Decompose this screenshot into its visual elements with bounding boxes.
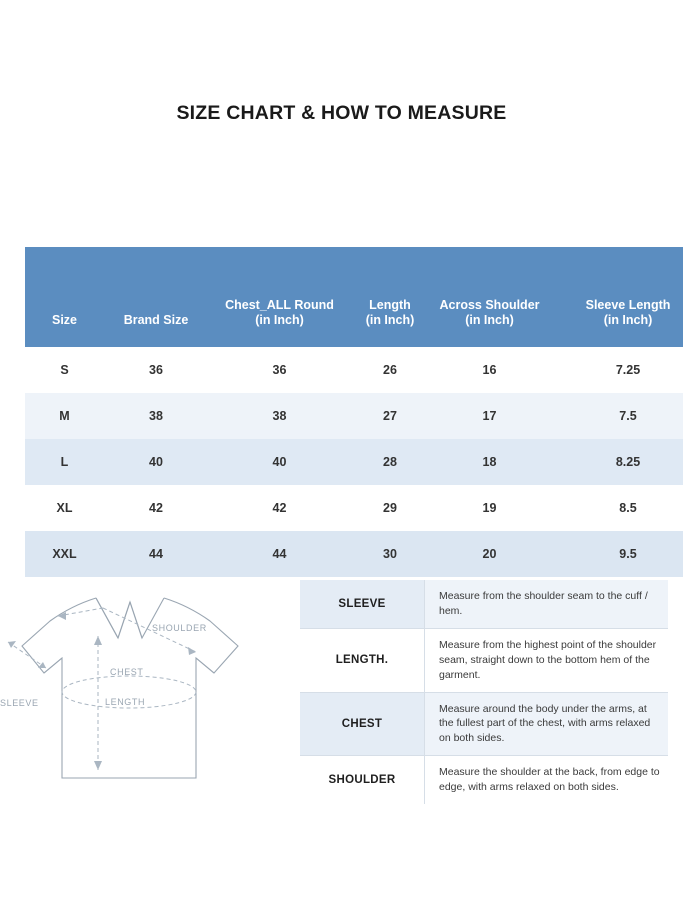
measure-term-sleeve: SLEEVE <box>300 580 425 628</box>
cell-brand-size: 40 <box>104 439 208 485</box>
col-header-sleeve-length-line2: (in Inch) <box>603 313 653 328</box>
col-header-sleeve-length <box>550 247 683 347</box>
cell-size: XXL <box>25 531 104 577</box>
col-header-chest <box>208 247 351 347</box>
table-row <box>25 485 683 531</box>
cell-size: XL <box>25 485 104 531</box>
cell-length: 26 <box>351 347 429 393</box>
cell-length: 28 <box>351 439 429 485</box>
measure-row-sleeve <box>300 580 668 628</box>
cell-brand-size: 36 <box>104 347 208 393</box>
col-header-length-line2: (in Inch) <box>365 313 415 328</box>
cell-across-shoulder: 17 <box>429 393 550 439</box>
how-to-measure-table <box>300 580 668 804</box>
col-header-brand-size-line1: Brand Size <box>123 313 189 328</box>
cell-brand-size: 44 <box>104 531 208 577</box>
cell-size: L <box>25 439 104 485</box>
measure-desc-chest: Measure around the body under the arms, at the fullest part of the chest, with arms relaxed on both sides. <box>425 692 669 756</box>
measure-desc-length: Measure from the highest point of the shoulder seam, straight down to the bottom hem of the garment. <box>425 628 669 692</box>
col-header-size <box>25 247 104 347</box>
cell-across-shoulder: 19 <box>429 485 550 531</box>
col-header-across-shoulder-line2: (in Inch) <box>465 313 514 328</box>
col-header-chest-line1: Chest_ALL Round <box>225 297 334 312</box>
cell-sleeve-length: 9.5 <box>550 531 683 577</box>
size-chart-body <box>25 347 683 577</box>
cell-chest: 40 <box>208 439 351 485</box>
col-header-across-shoulder-line1: Across Shoulder <box>439 297 540 312</box>
col-header-size-line1: Size <box>51 313 77 328</box>
illustration-label-shoulder: SHOULDER <box>152 623 207 633</box>
cell-size: M <box>25 393 104 439</box>
illustration-label-sleeve: SLEEVE <box>0 698 39 708</box>
measure-term-shoulder: SHOULDER <box>300 756 425 804</box>
col-header-sleeve-length-line1: Sleeve Length <box>585 297 671 312</box>
cell-sleeve-length: 7.5 <box>550 393 683 439</box>
size-chart-page <box>0 102 683 902</box>
cell-brand-size: 38 <box>104 393 208 439</box>
measure-row-length <box>300 628 668 692</box>
cell-chest: 38 <box>208 393 351 439</box>
col-header-across-shoulder <box>429 247 550 347</box>
col-header-brand-size <box>104 247 208 347</box>
measure-desc-sleeve: Measure from the shoulder seam to the cuff / hem. <box>425 580 669 628</box>
illustration-label-length: LENGTH <box>105 697 146 707</box>
size-chart-header <box>25 247 683 347</box>
measure-desc-shoulder: Measure the shoulder at the back, from edge to edge, with arms relaxed on both sides. <box>425 756 669 804</box>
measure-row-chest <box>300 692 668 756</box>
table-row <box>25 531 683 577</box>
col-header-chest-line2: (in Inch) <box>255 313 304 328</box>
cell-length: 29 <box>351 485 429 531</box>
cell-across-shoulder: 20 <box>429 531 550 577</box>
col-header-length-line1: Length <box>369 297 411 312</box>
cell-across-shoulder: 18 <box>429 439 550 485</box>
table-row <box>25 439 683 485</box>
cell-length: 30 <box>351 531 429 577</box>
col-header-length <box>351 247 429 347</box>
cell-chest: 36 <box>208 347 351 393</box>
cell-chest: 42 <box>208 485 351 531</box>
cell-sleeve-length: 8.5 <box>550 485 683 531</box>
page-title: SIZE CHART & HOW TO MEASURE <box>176 102 507 124</box>
measure-term-chest: CHEST <box>300 692 425 756</box>
cell-brand-size: 42 <box>104 485 208 531</box>
lower-section <box>0 572 683 812</box>
cell-length: 27 <box>351 393 429 439</box>
cell-sleeve-length: 8.25 <box>550 439 683 485</box>
table-row <box>25 393 683 439</box>
measure-term-length: LENGTH. <box>300 628 425 692</box>
cell-across-shoulder: 16 <box>429 347 550 393</box>
table-row <box>25 347 683 393</box>
shirt-measurement-illustration <box>0 572 296 812</box>
measure-row-shoulder <box>300 756 668 804</box>
cell-sleeve-length: 7.25 <box>550 347 683 393</box>
table-header-row <box>25 247 683 347</box>
illustration-label-chest: CHEST <box>110 667 144 677</box>
cell-chest: 44 <box>208 531 351 577</box>
size-chart-table <box>25 247 683 577</box>
cell-size: S <box>25 347 104 393</box>
